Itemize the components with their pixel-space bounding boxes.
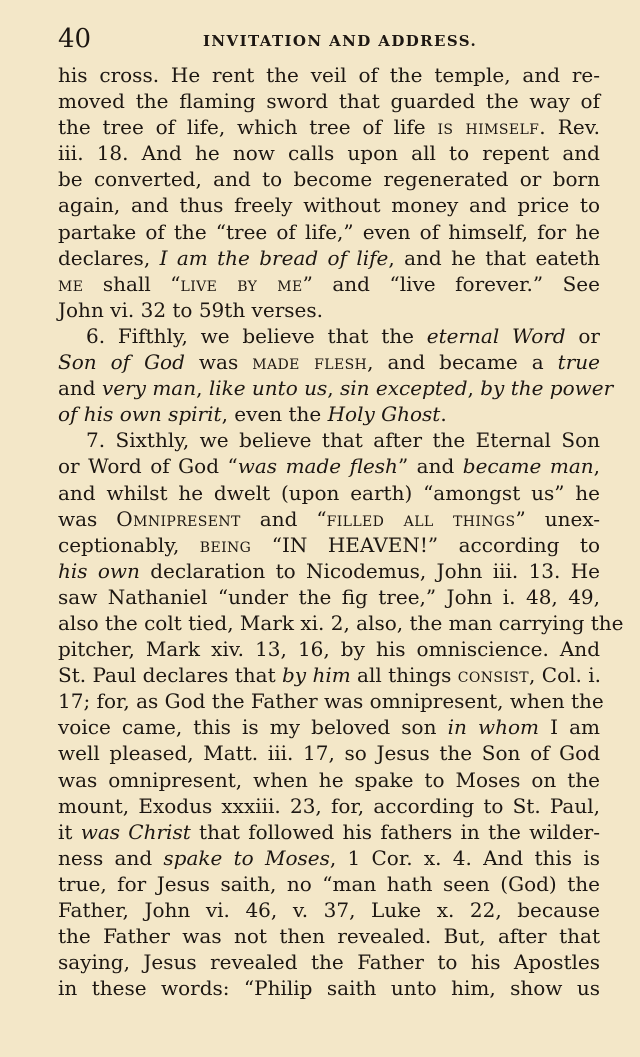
- text-line: [58, 871, 600, 897]
- text-span: it: [58, 819, 81, 844]
- text-span: that followed his fathers in the wilder-: [190, 819, 600, 844]
- text-span: Rev.: [546, 115, 600, 140]
- italic-text: like unto us: [208, 376, 328, 401]
- text-span: and: [58, 376, 102, 401]
- italic-text: became man: [462, 454, 594, 479]
- text-span: moved the flaming sword that guarded the way of: [58, 89, 600, 114]
- text-span: ” and “live forever.” See: [302, 271, 600, 296]
- text-span: ness and: [58, 845, 164, 870]
- text-span: , even the: [221, 402, 328, 427]
- text-line: [58, 192, 600, 218]
- text-line: [58, 453, 600, 479]
- text-span: all things: [350, 663, 458, 688]
- small-caps-text: made flesh: [252, 350, 368, 375]
- text-span: , 1 Cor. x. 4. And this is: [329, 845, 600, 870]
- text-span: declaration to Nicodemus, John iii. 13. He: [139, 558, 600, 583]
- text-line: [58, 767, 600, 793]
- text-span: 17; for, as God the Father was omnipresent, when the: [58, 689, 604, 714]
- text-span: St. Paul declares that: [58, 663, 282, 688]
- italic-text: very man: [101, 376, 197, 401]
- text-span: pitcher, Mark xiv. 13, 16, by his omniscience. And: [58, 637, 600, 662]
- text-span: 7. Sixthly, we believe that after the Eternal Son: [86, 428, 600, 453]
- text-span: , Col. i.: [529, 663, 601, 688]
- italic-text: spake to Moses: [163, 845, 330, 870]
- text-span: ,: [327, 376, 340, 401]
- text-span: saw Nathaniel “under the fig tree,” John i. 48, 49,: [58, 584, 600, 609]
- text-span: the tree of life, which tree of life: [58, 115, 438, 140]
- text-span: true, for Jesus saith, no “man hath seen (God) the: [58, 871, 600, 896]
- text-span: ” unex-: [515, 506, 600, 531]
- text-line: [58, 897, 600, 923]
- italic-text: Holy Ghost: [327, 402, 441, 427]
- text-span: or Word of God “: [58, 454, 238, 479]
- text-line: [58, 714, 600, 740]
- text-line: [58, 245, 600, 271]
- text-span: saying, Jesus revealed the Father to his Apostles: [58, 950, 600, 975]
- text-span: again, and thus freely without money and price to: [58, 193, 600, 218]
- text-span: shall “: [83, 271, 181, 296]
- text-line: [58, 375, 614, 401]
- text-line: [58, 688, 604, 714]
- text-span: ,: [467, 376, 481, 401]
- text-span: declares,: [58, 245, 160, 270]
- text-span: partake of the “tree of life,” even of himself, for he: [58, 219, 600, 244]
- text-line: [58, 271, 600, 297]
- text-span: was: [184, 350, 253, 375]
- text-span: be converted, and to become regenerated or born: [58, 167, 600, 192]
- text-line: [58, 480, 600, 506]
- italic-text: his own: [58, 558, 140, 583]
- text-span: Father, John vi. 46, v. 37, Luke x. 22, because: [58, 898, 600, 922]
- text-span: was omnipresent, when he spake to Moses on the: [58, 767, 600, 792]
- italic-text: by him: [281, 663, 351, 688]
- text-line: [58, 88, 600, 114]
- text-line: [58, 558, 600, 584]
- text-span: the Father was not then revealed. But, after that: [58, 924, 600, 949]
- text-span: and “: [240, 506, 327, 531]
- text-span: in these words: “Philip saith unto him, show us: [58, 976, 600, 1001]
- italic-text: was made flesh: [237, 454, 398, 479]
- text-line: [58, 662, 600, 688]
- text-line: [58, 923, 600, 949]
- small-caps-text: consist: [457, 663, 530, 688]
- text-span: ,: [593, 454, 601, 479]
- text-span: , and he that eateth: [388, 245, 601, 270]
- text-line: [58, 636, 600, 662]
- italic-text: by the power: [480, 376, 614, 401]
- italic-text: was Christ: [80, 819, 191, 844]
- text-span: ” and: [397, 454, 463, 479]
- text-line: [58, 62, 600, 88]
- text-span: was: [58, 506, 117, 531]
- text-line: [58, 219, 600, 245]
- small-caps-text: filled all things: [326, 506, 516, 531]
- small-caps-text: live by me: [180, 271, 303, 296]
- small-caps-text: is himself.: [437, 115, 547, 140]
- text-span: ,: [196, 376, 209, 401]
- text-span: and whilst he dwelt (upon earth) “amongst us” he: [58, 480, 600, 505]
- text-line: [58, 819, 600, 845]
- text-line: [58, 297, 600, 323]
- text-span: , and became a: [367, 350, 558, 375]
- text-span: .: [440, 402, 447, 427]
- text-span: “IN HEAVEN!” according to: [251, 532, 600, 557]
- text-span: John vi. 32 to 59th verses.: [58, 297, 323, 322]
- small-caps-text: being: [199, 532, 252, 557]
- text-span: mount, Exodus xxxiii. 23, for, according to St. Paul,: [58, 793, 600, 818]
- text-span: I am: [538, 715, 601, 740]
- text-line: [58, 584, 600, 610]
- text-line: [58, 401, 600, 427]
- running-head: INVITATION AND ADDRESS.: [203, 32, 478, 50]
- text-line: [58, 349, 600, 375]
- italic-text: in whom: [447, 715, 539, 740]
- text-line: [58, 166, 600, 192]
- text-line: [58, 740, 600, 766]
- text-span: ceptionably,: [58, 532, 200, 557]
- page-header: [58, 22, 600, 58]
- text-line: [58, 949, 600, 975]
- italic-text: sin excepted: [339, 376, 468, 401]
- text-span: voice came, this is my beloved son: [58, 715, 448, 740]
- italic-text: I am the bread of life: [159, 245, 389, 270]
- small-caps-text: Omnipresent: [116, 506, 241, 531]
- text-line: [58, 506, 600, 532]
- italic-text: of his own spirit: [58, 402, 222, 427]
- text-span: his cross. He rent the veil of the temple, and re-: [58, 63, 600, 87]
- text-span: also the colt tied, Mark xi. 2, also, the man carrying the: [58, 610, 624, 635]
- text-line: [58, 610, 624, 636]
- text-line: [58, 323, 600, 349]
- italic-text: Son of God: [58, 350, 185, 375]
- text-line: [58, 975, 600, 1001]
- text-line: [58, 532, 600, 558]
- text-span: or: [565, 323, 600, 348]
- italic-text: eternal Word: [426, 323, 566, 348]
- text-span: iii. 18. And he now calls upon all to repent and: [58, 141, 600, 166]
- text-span: well pleased, Matt. iii. 17, so Jesus the Son of God: [58, 741, 600, 766]
- italic-text: true: [557, 350, 600, 375]
- text-line: [58, 793, 600, 819]
- text-line: [58, 845, 600, 871]
- text-line: [58, 140, 600, 166]
- text-line: [58, 427, 600, 453]
- text-span: 6. Fifthly, we believe that the: [86, 323, 427, 348]
- page-number: 40: [58, 24, 92, 54]
- small-caps-text: me: [58, 271, 84, 296]
- text-line: [58, 114, 600, 140]
- body-text: [58, 62, 624, 1001]
